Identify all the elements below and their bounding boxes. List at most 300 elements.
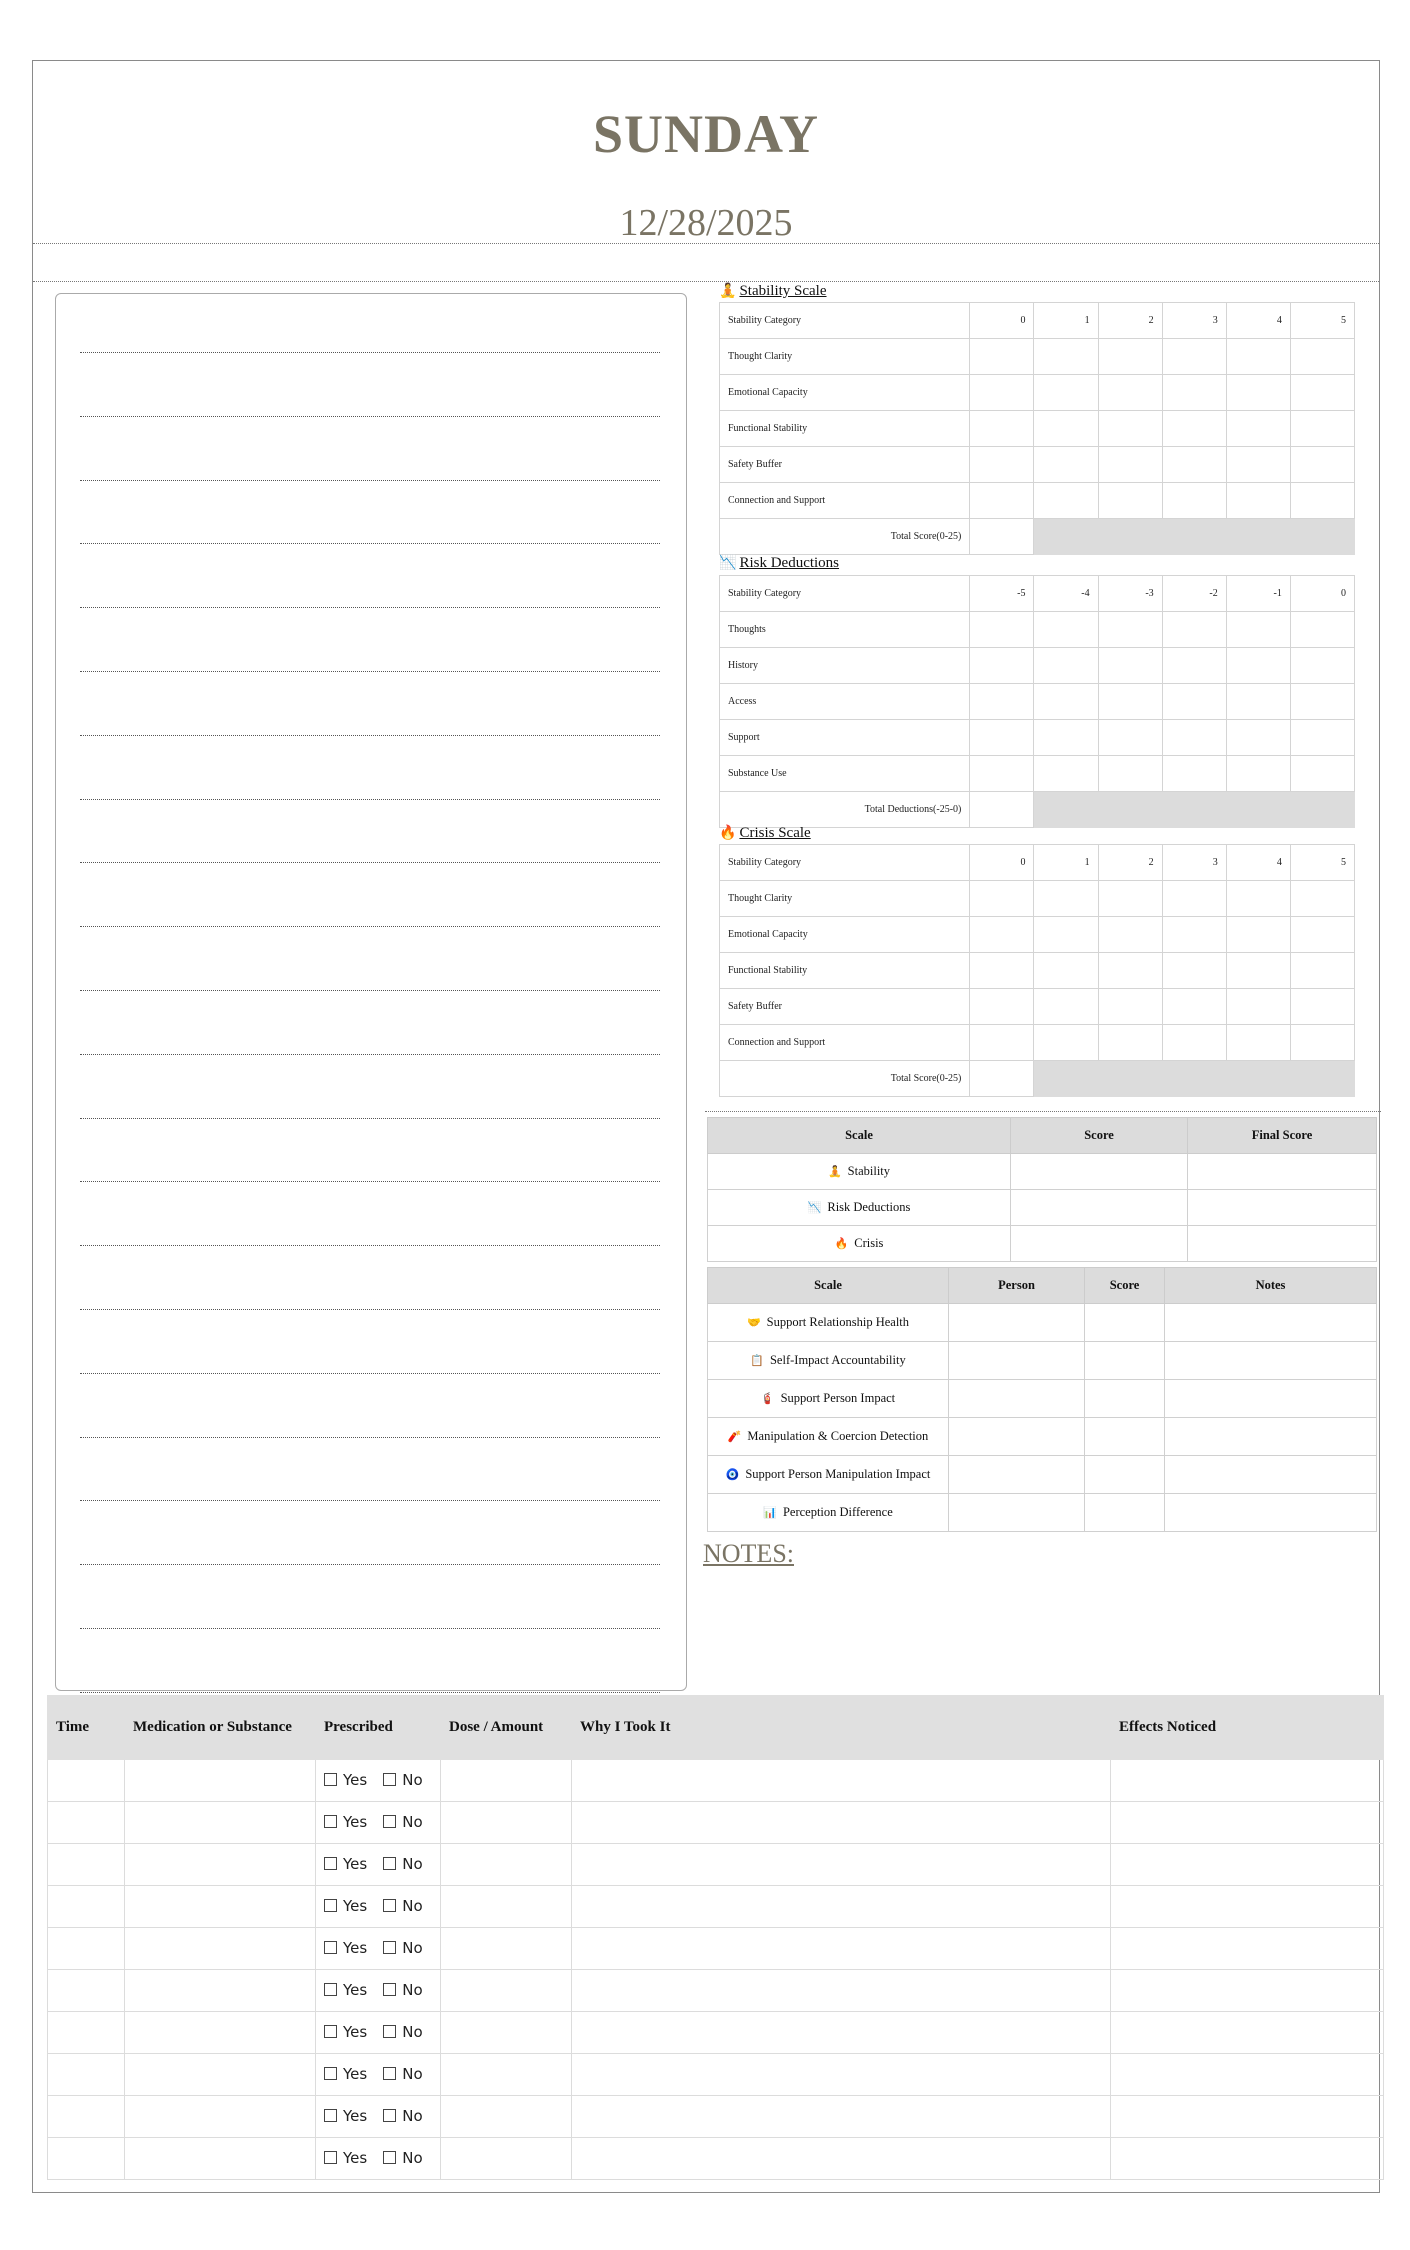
yes-checkbox[interactable] <box>324 2151 337 2164</box>
table-row <box>720 1025 1355 1061</box>
table-row <box>720 756 1355 792</box>
log-input-cell[interactable] <box>1111 2054 1384 2096</box>
table-row <box>708 1380 1377 1418</box>
prescribed-options <box>324 1771 423 1789</box>
score-cell[interactable] <box>1226 917 1290 953</box>
log-input-cell[interactable] <box>125 1844 316 1886</box>
score-cell[interactable] <box>1034 989 1098 1025</box>
scale-label: Perception Difference <box>782 1505 893 1519</box>
no-checkbox[interactable] <box>383 1941 396 1954</box>
entry-input-cell[interactable] <box>1085 1380 1165 1418</box>
log-input-cell[interactable] <box>125 1928 316 1970</box>
table-row <box>708 1456 1377 1494</box>
log-input-cell[interactable] <box>1111 1970 1384 2012</box>
scale-label: Crisis <box>854 1236 884 1250</box>
score-cell[interactable] <box>1034 612 1098 648</box>
no-label: No <box>402 1981 423 1999</box>
score-column-header: 0 <box>970 303 1034 339</box>
log-input-cell[interactable] <box>1111 1760 1384 1802</box>
entry-input-cell[interactable] <box>1165 1342 1377 1380</box>
score-cell[interactable] <box>1098 375 1162 411</box>
entry-input-cell[interactable] <box>1085 1418 1165 1456</box>
score-cell[interactable] <box>1034 881 1098 917</box>
table-header-row <box>48 1696 1384 1760</box>
category-header: Stability Category <box>720 576 970 612</box>
score-cell[interactable] <box>1290 612 1354 648</box>
table-row <box>708 1418 1377 1456</box>
score-cell[interactable] <box>1162 483 1226 519</box>
score-cell[interactable] <box>1290 684 1354 720</box>
log-input-cell[interactable] <box>48 1844 125 1886</box>
yes-checkbox[interactable] <box>324 1941 337 1954</box>
prescribed-cell <box>316 2012 441 2054</box>
table-row <box>720 411 1355 447</box>
log-input-cell[interactable] <box>441 1970 572 2012</box>
yes-label: Yes <box>343 1855 368 1873</box>
score-cell[interactable] <box>970 648 1034 684</box>
score-input-cell[interactable] <box>1011 1226 1188 1262</box>
log-input-cell[interactable] <box>572 1886 1111 1928</box>
score-cell[interactable] <box>1098 1025 1162 1061</box>
score-cell[interactable] <box>1098 483 1162 519</box>
log-input-cell[interactable] <box>441 2096 572 2138</box>
score-cell[interactable] <box>1290 1025 1354 1061</box>
column-header: Scale <box>708 1118 1011 1154</box>
table-row <box>708 1154 1377 1190</box>
score-column-header: -4 <box>1034 576 1098 612</box>
score-cell[interactable] <box>970 989 1034 1025</box>
score-column-header: 2 <box>1098 845 1162 881</box>
log-input-cell[interactable] <box>441 1928 572 1970</box>
yes-checkbox[interactable] <box>324 1857 337 1870</box>
score-input-cell[interactable] <box>1011 1190 1188 1226</box>
log-input-cell[interactable] <box>1111 1844 1384 1886</box>
no-checkbox[interactable] <box>383 2109 396 2122</box>
total-label: Total Score(0-25) <box>720 1061 970 1097</box>
entry-input-cell[interactable] <box>1165 1380 1377 1418</box>
score-cell[interactable] <box>970 339 1034 375</box>
scale-label: Support Person Impact <box>780 1391 896 1405</box>
section-divider <box>705 1111 1381 1112</box>
prescribed-options <box>324 1897 423 1915</box>
score-cell[interactable] <box>970 612 1034 648</box>
category-header: Stability Category <box>720 845 970 881</box>
category-label: Emotional Capacity <box>720 917 970 953</box>
score-cell[interactable] <box>1226 483 1290 519</box>
score-cell[interactable] <box>1226 953 1290 989</box>
shaded-cell <box>1226 792 1290 828</box>
score-cell[interactable] <box>1162 720 1226 756</box>
score-cell[interactable] <box>1162 1025 1226 1061</box>
total-row <box>720 519 1355 555</box>
table-row <box>720 684 1355 720</box>
log-input-cell[interactable] <box>48 1928 125 1970</box>
log-input-cell[interactable] <box>441 2054 572 2096</box>
category-label: Connection and Support <box>720 483 970 519</box>
score-cell[interactable] <box>1290 917 1354 953</box>
entry-input-cell[interactable] <box>1085 1342 1165 1380</box>
scale-cell <box>708 1304 949 1342</box>
no-label: No <box>402 1771 423 1789</box>
log-input-cell[interactable] <box>572 2138 1111 2180</box>
score-cell[interactable] <box>1098 447 1162 483</box>
no-label: No <box>402 1855 423 1873</box>
journal-line <box>80 735 660 736</box>
score-cell[interactable] <box>1098 612 1162 648</box>
entry-input-cell[interactable] <box>949 1342 1085 1380</box>
yes-checkbox[interactable] <box>324 1815 337 1828</box>
score-cell[interactable] <box>1290 411 1354 447</box>
score-cell[interactable] <box>1162 375 1226 411</box>
score-column-header: 1 <box>1034 303 1098 339</box>
yes-checkbox[interactable] <box>324 2109 337 2122</box>
entry-input-cell[interactable] <box>1085 1304 1165 1342</box>
entry-input-cell[interactable] <box>1165 1418 1377 1456</box>
yes-label: Yes <box>343 1771 368 1789</box>
score-cell[interactable] <box>970 720 1034 756</box>
no-checkbox[interactable] <box>383 1815 396 1828</box>
score-cell[interactable] <box>1034 756 1098 792</box>
scale-label: Support Person Manipulation Impact <box>745 1467 931 1481</box>
page-header <box>33 61 1379 283</box>
score-cell[interactable] <box>1226 612 1290 648</box>
score-cell[interactable] <box>1162 648 1226 684</box>
table-row <box>708 1190 1377 1226</box>
category-label: Substance Use <box>720 756 970 792</box>
log-input-cell[interactable] <box>1111 2012 1384 2054</box>
score-cell[interactable] <box>1226 1025 1290 1061</box>
shaded-cell <box>1034 1061 1098 1097</box>
score-cell[interactable] <box>1034 339 1098 375</box>
log-input-cell[interactable] <box>125 2054 316 2096</box>
yes-label: Yes <box>343 2023 368 2041</box>
score-cell[interactable] <box>970 483 1034 519</box>
no-checkbox[interactable] <box>383 1857 396 1870</box>
journal-line <box>80 1181 660 1182</box>
journal-line <box>80 926 660 927</box>
score-cell[interactable] <box>970 684 1034 720</box>
score-cell[interactable] <box>1162 411 1226 447</box>
table-row <box>48 2096 1384 2138</box>
log-input-cell[interactable] <box>1111 2138 1384 2180</box>
score-cell[interactable] <box>1226 684 1290 720</box>
journal-line <box>80 1054 660 1055</box>
shaded-cell <box>1226 1061 1290 1097</box>
log-input-cell[interactable] <box>441 1886 572 1928</box>
score-cell[interactable] <box>1290 953 1354 989</box>
journal-line <box>80 1373 660 1374</box>
score-cell[interactable] <box>1162 339 1226 375</box>
column-header: Time <box>48 1696 125 1760</box>
score-cell[interactable] <box>1290 881 1354 917</box>
total-value-cell[interactable] <box>970 792 1034 828</box>
score-cell[interactable] <box>1290 756 1354 792</box>
log-input-cell[interactable] <box>441 1844 572 1886</box>
score-cell[interactable] <box>1034 375 1098 411</box>
category-label: Safety Buffer <box>720 447 970 483</box>
score-cell[interactable] <box>1226 756 1290 792</box>
score-cell[interactable] <box>1034 684 1098 720</box>
score-cell[interactable] <box>1226 375 1290 411</box>
score-cell[interactable] <box>1098 648 1162 684</box>
category-label: Connection and Support <box>720 1025 970 1061</box>
stability-scale-title: 🧘 Stability Scale <box>719 283 827 299</box>
log-input-cell[interactable] <box>1111 2096 1384 2138</box>
prescribed-options <box>324 2149 423 2167</box>
score-cell[interactable] <box>970 375 1034 411</box>
journal-line <box>80 1118 660 1119</box>
log-input-cell[interactable] <box>125 2096 316 2138</box>
score-cell[interactable] <box>970 881 1034 917</box>
table-header-row <box>708 1268 1377 1304</box>
log-input-cell[interactable] <box>125 2012 316 2054</box>
category-label: Thought Clarity <box>720 881 970 917</box>
log-input-cell[interactable] <box>48 2012 125 2054</box>
score-column-header: -3 <box>1098 576 1162 612</box>
score-cell[interactable] <box>1290 989 1354 1025</box>
total-label: Total Deductions(-25-0) <box>720 792 970 828</box>
score-cell[interactable] <box>1226 989 1290 1025</box>
score-cell[interactable] <box>970 917 1034 953</box>
score-cell[interactable] <box>1162 881 1226 917</box>
score-cell[interactable] <box>1034 411 1098 447</box>
score-cell[interactable] <box>1098 411 1162 447</box>
score-cell[interactable] <box>1034 720 1098 756</box>
fire-icon: 🔥 <box>719 826 737 841</box>
score-cell[interactable] <box>1226 339 1290 375</box>
log-input-cell[interactable] <box>1111 1928 1384 1970</box>
score-column-header: 0 <box>970 845 1034 881</box>
score-cell[interactable] <box>1034 648 1098 684</box>
score-cell[interactable] <box>1226 447 1290 483</box>
journal-line <box>80 1628 660 1629</box>
entry-input-cell[interactable] <box>949 1380 1085 1418</box>
no-checkbox[interactable] <box>383 1773 396 1786</box>
score-cell[interactable] <box>1162 447 1226 483</box>
scale-cell <box>708 1418 949 1456</box>
yes-checkbox[interactable] <box>324 2067 337 2080</box>
prescribed-cell <box>316 2096 441 2138</box>
score-column-header: 0 <box>1290 576 1354 612</box>
journal-line <box>80 799 660 800</box>
shaded-cell <box>1162 1061 1226 1097</box>
score-cell[interactable] <box>1290 648 1354 684</box>
table-row <box>48 2012 1384 2054</box>
risk-deductions-title: 📉 Risk Deductions <box>719 555 840 571</box>
score-cell[interactable] <box>970 1025 1034 1061</box>
entry-input-cell[interactable] <box>1165 1304 1377 1342</box>
journal-line <box>80 416 660 417</box>
yes-checkbox[interactable] <box>324 1899 337 1912</box>
journal-line <box>80 1245 660 1246</box>
log-input-cell[interactable] <box>572 2012 1111 2054</box>
score-cell[interactable] <box>1034 953 1098 989</box>
table-row <box>720 720 1355 756</box>
log-input-cell[interactable] <box>125 1970 316 2012</box>
yes-checkbox[interactable] <box>324 2025 337 2038</box>
table-row <box>48 2054 1384 2096</box>
prescribed-cell <box>316 1760 441 1802</box>
score-cell[interactable] <box>1034 483 1098 519</box>
score-cell[interactable] <box>1290 375 1354 411</box>
entry-input-cell[interactable] <box>949 1304 1085 1342</box>
no-checkbox[interactable] <box>383 2025 396 2038</box>
score-cell[interactable] <box>1098 881 1162 917</box>
score-column-header: 3 <box>1162 845 1226 881</box>
table-row <box>708 1304 1377 1342</box>
total-value-cell[interactable] <box>970 519 1034 555</box>
journal-line <box>80 990 660 991</box>
score-cell[interactable] <box>1162 953 1226 989</box>
scale-cell <box>708 1380 949 1418</box>
entry-input-cell[interactable] <box>949 1494 1085 1532</box>
log-input-cell[interactable] <box>125 1886 316 1928</box>
score-cell[interactable] <box>1098 756 1162 792</box>
category-label: Functional Stability <box>720 411 970 447</box>
score-column-header: 4 <box>1226 845 1290 881</box>
table-row <box>720 881 1355 917</box>
log-input-cell[interactable] <box>48 2096 125 2138</box>
header-divider <box>33 281 1379 282</box>
no-label: No <box>402 1939 423 1957</box>
score-cell[interactable] <box>1290 339 1354 375</box>
entry-input-cell[interactable] <box>949 1456 1085 1494</box>
log-input-cell[interactable] <box>125 1802 316 1844</box>
score-cell[interactable] <box>970 756 1034 792</box>
score-cell[interactable] <box>1098 339 1162 375</box>
entry-input-cell[interactable] <box>1085 1456 1165 1494</box>
journal-line <box>80 1309 660 1310</box>
entry-input-cell[interactable] <box>1085 1494 1165 1532</box>
table-row <box>720 612 1355 648</box>
score-cell[interactable] <box>1098 684 1162 720</box>
score-cell[interactable] <box>1290 447 1354 483</box>
no-label: No <box>402 1897 423 1915</box>
journal-line <box>80 480 660 481</box>
score-cell[interactable] <box>1162 756 1226 792</box>
score-cell[interactable] <box>1226 720 1290 756</box>
score-cell[interactable] <box>1226 411 1290 447</box>
score-input-cell[interactable] <box>1188 1226 1377 1262</box>
no-checkbox[interactable] <box>383 1983 396 1996</box>
score-cell[interactable] <box>970 411 1034 447</box>
table-row <box>720 917 1355 953</box>
shaded-cell <box>1098 519 1162 555</box>
prescribed-options <box>324 2023 423 2041</box>
log-input-cell[interactable] <box>125 2138 316 2180</box>
score-input-cell[interactable] <box>1011 1154 1188 1190</box>
entry-input-cell[interactable] <box>1165 1456 1377 1494</box>
log-input-cell[interactable] <box>1111 1802 1384 1844</box>
category-label: Thoughts <box>720 612 970 648</box>
no-checkbox[interactable] <box>383 2151 396 2164</box>
scale-icon: 🧘 <box>827 1166 842 1178</box>
log-input-cell[interactable] <box>441 1802 572 1844</box>
score-cell[interactable] <box>1098 917 1162 953</box>
score-cell[interactable] <box>1226 648 1290 684</box>
score-column-header: 3 <box>1162 303 1226 339</box>
score-cell[interactable] <box>1226 881 1290 917</box>
log-input-cell[interactable] <box>48 1970 125 2012</box>
no-label: No <box>402 2149 423 2167</box>
scale-icon: 🔥 <box>834 1238 849 1250</box>
journal-writing-area[interactable] <box>55 293 687 1691</box>
log-input-cell[interactable] <box>441 2012 572 2054</box>
no-checkbox[interactable] <box>383 2067 396 2080</box>
shaded-cell <box>1034 519 1098 555</box>
yes-checkbox[interactable] <box>324 1983 337 1996</box>
log-input-cell[interactable] <box>48 2138 125 2180</box>
table-row <box>708 1342 1377 1380</box>
score-cell[interactable] <box>1290 720 1354 756</box>
scale-label: Manipulation & Coercion Detection <box>747 1429 929 1443</box>
log-input-cell[interactable] <box>48 1760 125 1802</box>
log-input-cell[interactable] <box>48 1802 125 1844</box>
log-input-cell[interactable] <box>572 1928 1111 1970</box>
prescribed-cell <box>316 1928 441 1970</box>
score-cell[interactable] <box>1098 720 1162 756</box>
score-column-header: -5 <box>970 576 1034 612</box>
log-input-cell[interactable] <box>572 1844 1111 1886</box>
log-input-cell[interactable] <box>572 1970 1111 2012</box>
log-input-cell[interactable] <box>48 1886 125 1928</box>
log-input-cell[interactable] <box>572 1802 1111 1844</box>
shaded-cell <box>1034 792 1098 828</box>
entry-input-cell[interactable] <box>1165 1494 1377 1532</box>
scale-icon: 📊 <box>763 1507 777 1519</box>
score-cell[interactable] <box>970 447 1034 483</box>
score-cell[interactable] <box>1162 684 1226 720</box>
log-input-cell[interactable] <box>125 1760 316 1802</box>
score-cell[interactable] <box>1162 989 1226 1025</box>
prescribed-options <box>324 1813 423 1831</box>
log-input-cell[interactable] <box>572 2096 1111 2138</box>
score-input-cell[interactable] <box>1188 1154 1377 1190</box>
log-input-cell[interactable] <box>572 1760 1111 1802</box>
score-column-header: 5 <box>1290 303 1354 339</box>
log-input-cell[interactable] <box>1111 1886 1384 1928</box>
journal-line <box>80 607 660 608</box>
column-header: Medication or Substance <box>125 1696 316 1760</box>
no-checkbox[interactable] <box>383 1899 396 1912</box>
scale-icon: 🧿 <box>725 1469 740 1481</box>
score-cell[interactable] <box>1098 953 1162 989</box>
table-row <box>708 1226 1377 1262</box>
entry-input-cell[interactable] <box>949 1418 1085 1456</box>
score-cell[interactable] <box>1162 612 1226 648</box>
total-row <box>720 792 1355 828</box>
score-cell[interactable] <box>1290 483 1354 519</box>
log-input-cell[interactable] <box>48 2054 125 2096</box>
score-cell[interactable] <box>1098 989 1162 1025</box>
total-value-cell[interactable] <box>970 1061 1034 1097</box>
log-input-cell[interactable] <box>572 2054 1111 2096</box>
yes-label: Yes <box>343 1813 368 1831</box>
score-cell[interactable] <box>1162 917 1226 953</box>
score-cell[interactable] <box>1034 1025 1098 1061</box>
log-input-cell[interactable] <box>441 2138 572 2180</box>
yes-checkbox[interactable] <box>324 1773 337 1786</box>
score-input-cell[interactable] <box>1188 1190 1377 1226</box>
score-cell[interactable] <box>1034 917 1098 953</box>
scale-icon: 🤝 <box>746 1317 761 1329</box>
score-cell[interactable] <box>970 953 1034 989</box>
prescribed-cell <box>316 1886 441 1928</box>
log-input-cell[interactable] <box>441 1760 572 1802</box>
crisis-scale-title: 🔥 Crisis Scale <box>719 825 811 841</box>
score-cell[interactable] <box>1034 447 1098 483</box>
score-column-header: -1 <box>1226 576 1290 612</box>
